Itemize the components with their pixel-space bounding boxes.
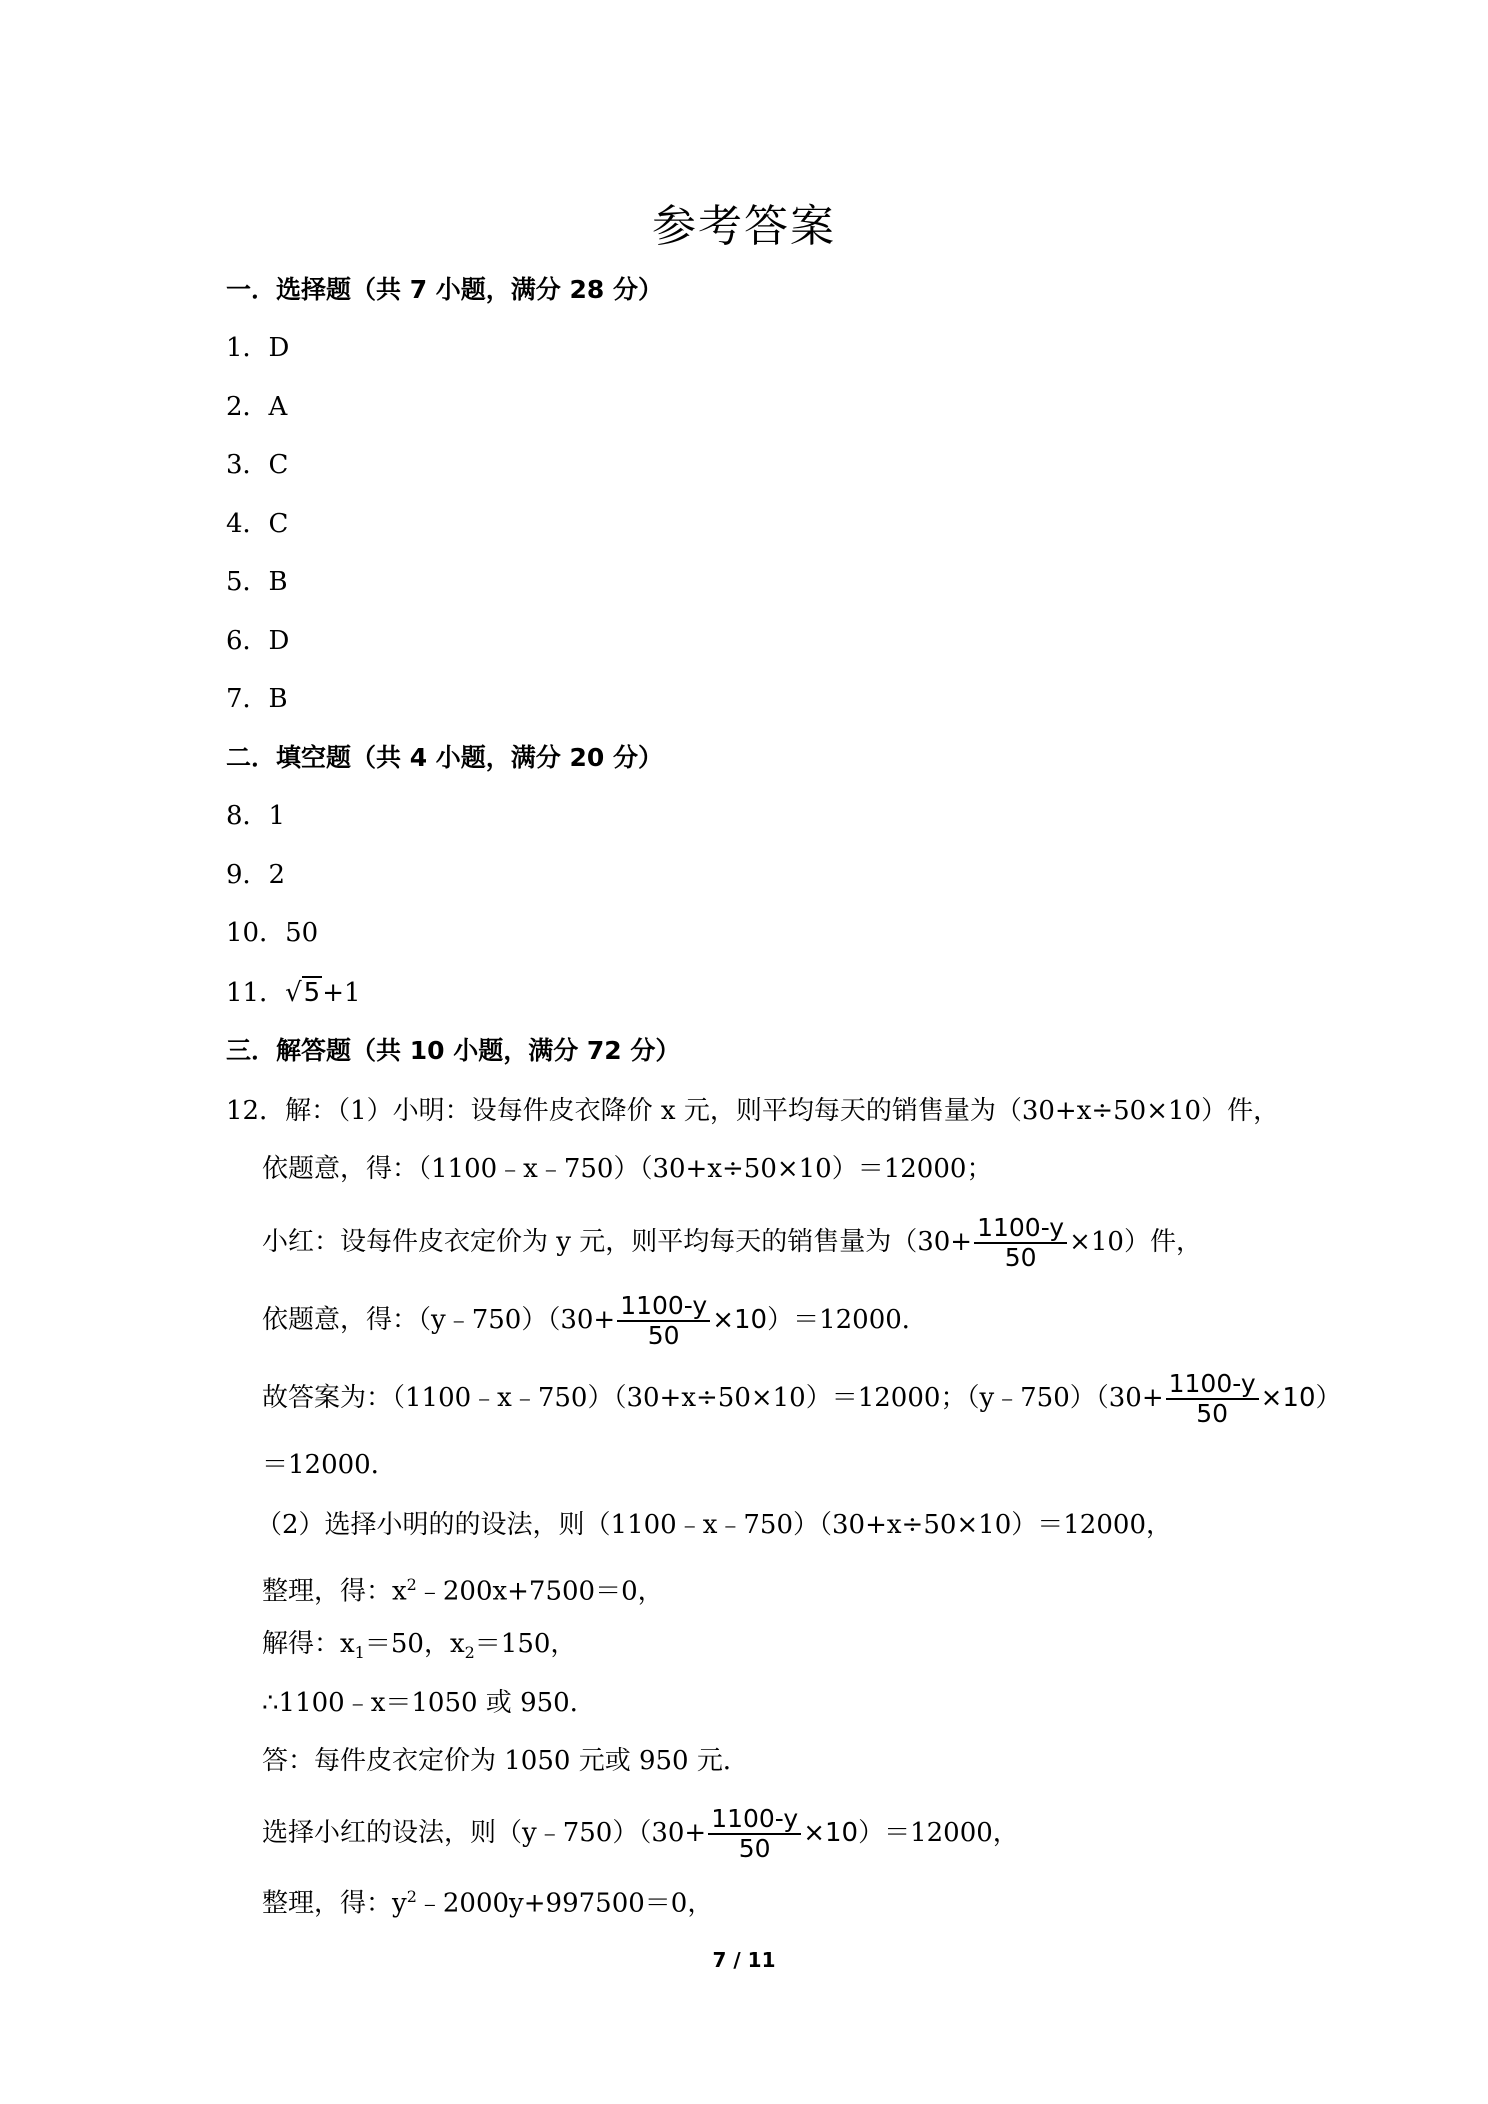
answer-item: 3．C — [226, 450, 289, 480]
solution-line: ＝12000． — [262, 1450, 397, 1480]
solution-line: 解得：$x_1=50$，$x_2=150$， — [262, 1629, 577, 1663]
section-heading-solve: 三．解答题（共 10 小题，满分 72 分） — [226, 1036, 681, 1065]
answer-item: 2．A — [226, 392, 288, 422]
answer-item: 1．D — [226, 333, 290, 363]
solution-line: 12．解：（1）小明：设每件皮衣降价 x 元，则平均每天的销售量为（30+x÷50×10）件， — [226, 1096, 1280, 1126]
solution-line: 小红：设每件皮衣定价为 y 元，则平均每天的销售量为（30+ $\frac{1100-y}{50}$ ×10）件， — [262, 1213, 1202, 1272]
solution-line: 依题意，得：（y﹣750）（30+ $\frac{1100-y}{50}$ ×10）＝12000． — [262, 1291, 928, 1350]
solution-line: 整理，得：$y^2﹣2000y+997500=0$， — [262, 1887, 714, 1919]
sqrt-symbol: √5 — [285, 978, 321, 1008]
page-number: 7 / 11 — [712, 1948, 776, 1972]
fraction: $\frac{1100-y}{50}$ — [974, 1214, 1067, 1272]
fraction: $\frac{1100-y}{50}$ — [708, 1805, 801, 1863]
answer-item: 5．B — [226, 567, 288, 597]
fraction: $\frac{1100-y}{50}$ — [1166, 1370, 1259, 1428]
solution-line: 整理，得：$x^2﹣200x+7500=0$， — [262, 1575, 664, 1607]
solution-line: 选择小红的设法，则（y﹣750）（30+ $\frac{1100-y}{50}$ ×10）＝12000， — [262, 1804, 1019, 1863]
solution-line: ∴1100﹣x＝1050 或 950． — [262, 1688, 596, 1718]
answer-item: 11．√5+1 — [226, 978, 361, 1008]
section-heading-choice: 一．选择题（共 7 小题，满分 28 分） — [226, 275, 664, 304]
answer-item: 9．2 — [226, 860, 286, 890]
solution-line: 故答案为：（1100﹣x﹣750）（30+x÷50×10）＝12000；（y﹣750）（30+ $\frac{1100-y}{50}$ ×10） — [262, 1369, 1342, 1428]
answer-item: 4．C — [226, 509, 289, 539]
fraction: $\frac{1100-y}{50}$ — [617, 1292, 710, 1350]
solution-line: （2）选择小明的的设法，则（1100﹣x﹣750）（30+x÷50×10）＝12000， — [256, 1510, 1172, 1540]
section-heading-fill: 二．填空题（共 4 小题，满分 20 分） — [226, 743, 664, 772]
answer-item: 6．D — [226, 626, 290, 656]
answer-item: 7．B — [226, 684, 288, 714]
solution-line: 依题意，得：（1100﹣x﹣750）（30+x÷50×10）＝12000； — [262, 1154, 993, 1184]
answer-item: 8．1 — [226, 801, 286, 831]
page-title: 参考答案 — [652, 201, 836, 252]
answer-item: 10．50 — [226, 918, 319, 948]
solution-line: 答：每件皮衣定价为 1050 元或 950 元． — [262, 1746, 749, 1776]
